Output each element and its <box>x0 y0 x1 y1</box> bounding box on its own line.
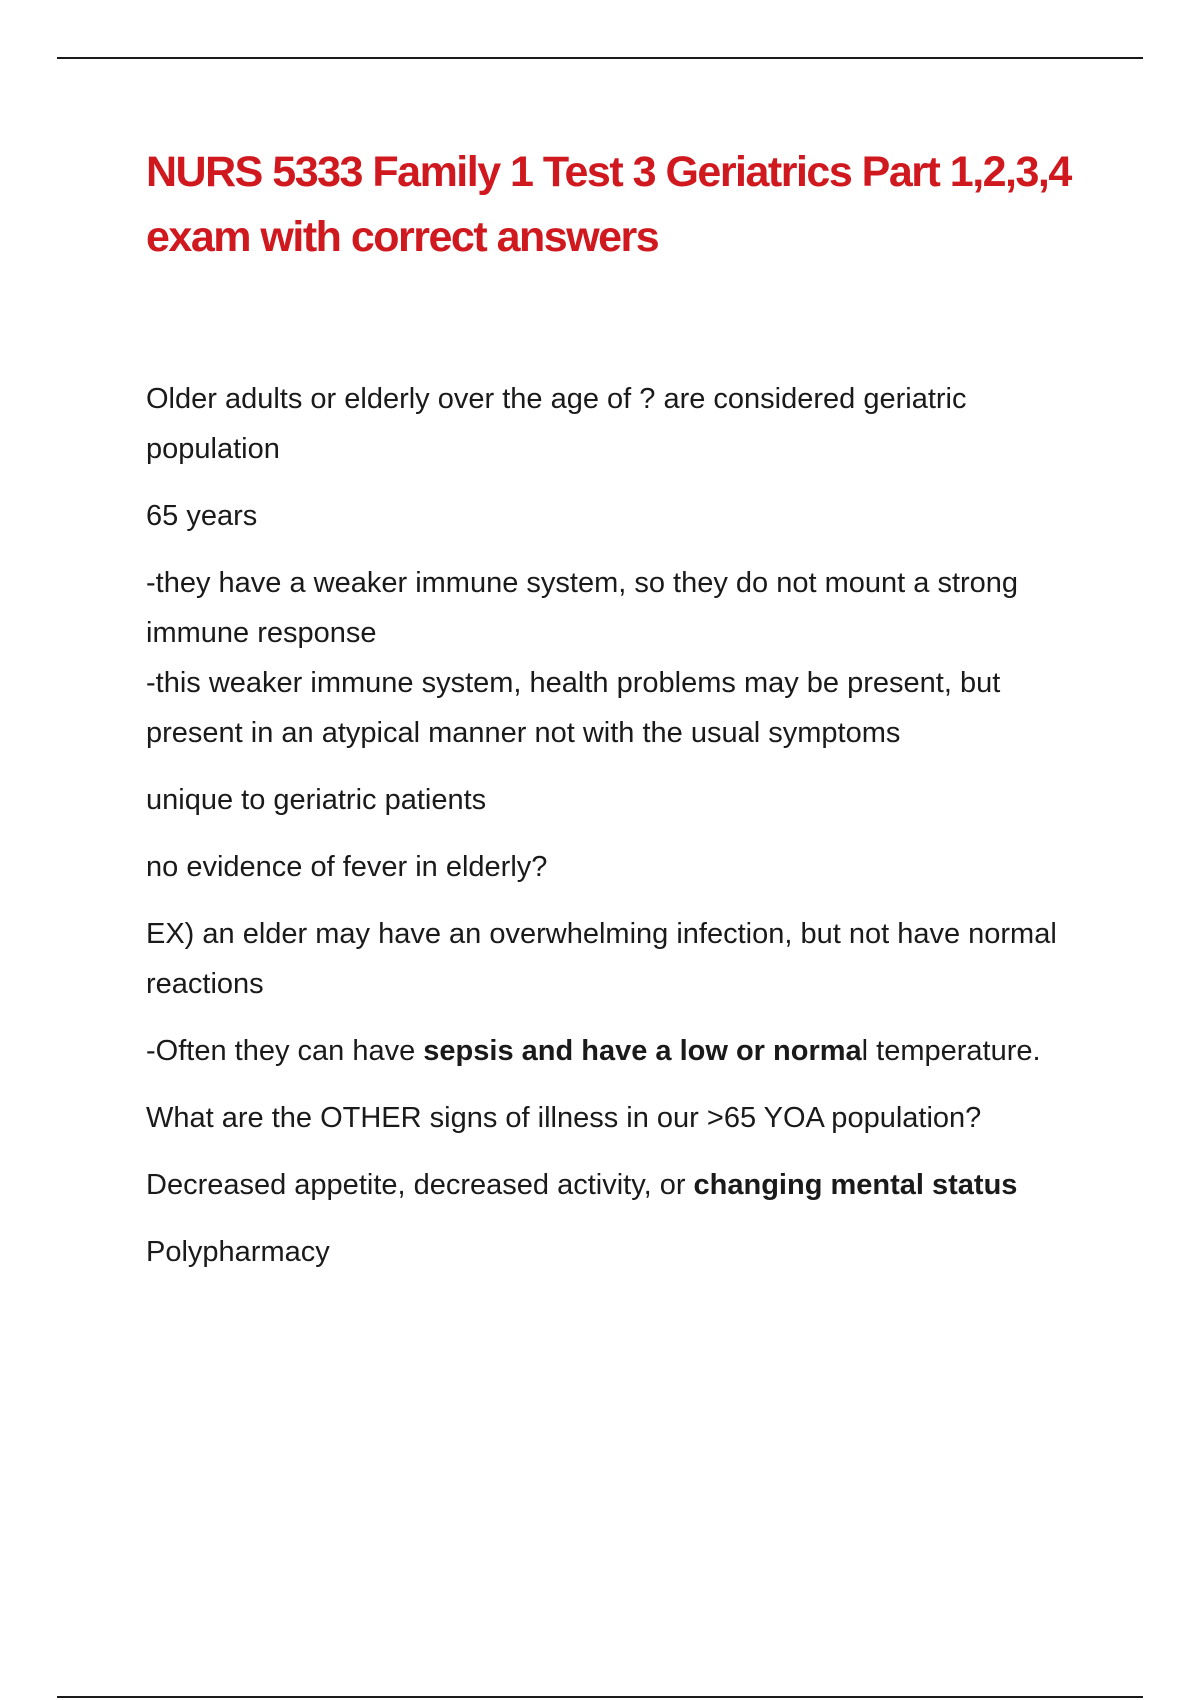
answer-age: 65 years <box>146 500 258 532</box>
note-immune-1: -they have a weaker immune system, so they do not mount a strong immune response <box>146 567 1019 649</box>
note-unique: unique to geriatric patients <box>146 784 487 816</box>
document-body <box>146 374 1086 1277</box>
top-rule <box>57 57 1143 59</box>
question-age: Older adults or elderly over the age of ? are considered geriatric population <box>146 383 967 465</box>
sepsis-text-3: l temperature. <box>861 1035 1041 1067</box>
answer-fever-example: EX) an elder may have an overwhelming infection, but not have normal reactions <box>146 918 1057 1000</box>
other-signs-bold: changing mental status <box>693 1169 1018 1201</box>
answer-other-signs <box>146 1160 1086 1210</box>
other-signs-text: Decreased appetite, decreased activity, or <box>146 1169 694 1201</box>
bottom-rule <box>57 1696 1143 1698</box>
term-polypharmacy: Polypharmacy <box>146 1236 330 1268</box>
sepsis-text-bold: sepsis and have a low or norma <box>423 1035 862 1067</box>
note-immune-2: -this weaker immune system, health problems may be present, but present in an atypical manner not with the usual symptoms <box>146 667 1001 749</box>
sepsis-text-1: -Often they can have <box>146 1035 424 1067</box>
document-content <box>146 140 1086 1294</box>
question-fever: no evidence of fever in elderly? <box>146 851 548 883</box>
document-title: NURS 5333 Family 1 Test 3 Geriatrics Part 1,2,3,4 exam with correct answers <box>146 148 1071 261</box>
question-other-signs: What are the OTHER signs of illness in our >65 YOA population? <box>146 1102 982 1134</box>
answer-sepsis <box>146 1026 1086 1076</box>
